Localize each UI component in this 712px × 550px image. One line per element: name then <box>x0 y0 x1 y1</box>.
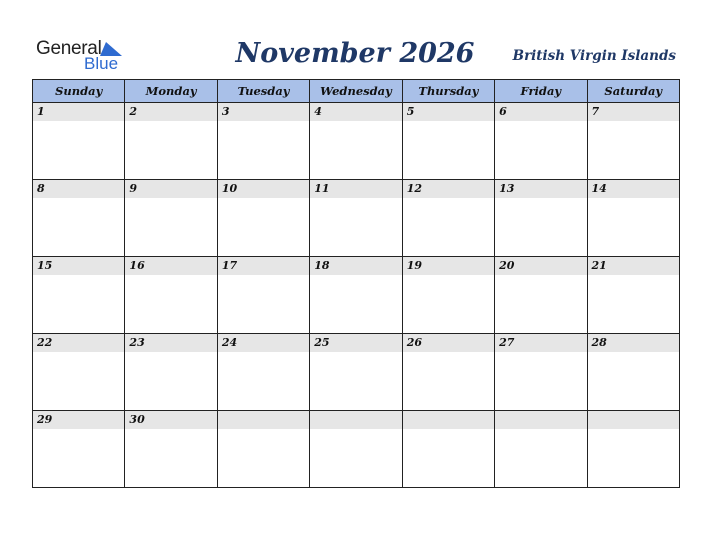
day-number: 29 <box>33 411 124 429</box>
day-number: 24 <box>218 334 309 352</box>
day-number: 19 <box>403 257 494 275</box>
day-number: 17 <box>218 257 309 275</box>
day-number: 22 <box>33 334 124 352</box>
day-number: 8 <box>33 180 124 198</box>
day-cell <box>402 180 494 257</box>
day-number: 14 <box>588 180 679 198</box>
day-number <box>310 411 401 429</box>
day-number: 11 <box>310 180 401 198</box>
weekday-header: Sunday <box>33 80 125 103</box>
day-cell <box>587 257 679 334</box>
day-cell <box>33 257 125 334</box>
day-number <box>495 411 586 429</box>
day-number: 23 <box>125 334 216 352</box>
day-cell <box>402 103 494 180</box>
day-cell <box>217 257 309 334</box>
day-number: 30 <box>125 411 216 429</box>
day-number: 20 <box>495 257 586 275</box>
day-cell <box>217 334 309 411</box>
day-cell <box>217 180 309 257</box>
day-cell <box>402 411 494 488</box>
day-number: 16 <box>125 257 216 275</box>
day-number: 21 <box>588 257 679 275</box>
day-cell <box>310 411 402 488</box>
day-cell <box>310 257 402 334</box>
generalblue-logo <box>36 38 136 74</box>
day-number: 27 <box>495 334 586 352</box>
day-number: 25 <box>310 334 401 352</box>
weekday-header: Saturday <box>587 80 679 103</box>
day-number: 1 <box>33 103 124 121</box>
day-cell <box>33 180 125 257</box>
day-number: 18 <box>310 257 401 275</box>
day-number <box>218 411 309 429</box>
day-cell <box>495 334 587 411</box>
weekday-header: Wednesday <box>310 80 402 103</box>
day-cell <box>402 334 494 411</box>
day-cell <box>33 334 125 411</box>
day-cell <box>587 180 679 257</box>
weekday-header-row <box>33 80 680 103</box>
day-number <box>403 411 494 429</box>
day-number: 6 <box>495 103 586 121</box>
week-row <box>33 103 680 180</box>
weekday-header: Tuesday <box>217 80 309 103</box>
day-number: 2 <box>125 103 216 121</box>
weekday-header: Friday <box>495 80 587 103</box>
weekday-header: Monday <box>125 80 217 103</box>
day-number <box>588 411 679 429</box>
day-cell <box>587 103 679 180</box>
day-cell <box>125 411 217 488</box>
day-cell <box>310 103 402 180</box>
day-number: 4 <box>310 103 401 121</box>
day-cell <box>310 180 402 257</box>
logo-text-general: General <box>36 38 102 59</box>
week-row <box>33 334 680 411</box>
day-number: 3 <box>218 103 309 121</box>
month-calendar <box>32 79 680 488</box>
day-cell <box>587 411 679 488</box>
week-row <box>33 257 680 334</box>
week-row <box>33 411 680 488</box>
day-number: 28 <box>588 334 679 352</box>
day-cell <box>33 411 125 488</box>
day-cell <box>33 103 125 180</box>
day-cell <box>402 257 494 334</box>
day-cell <box>310 334 402 411</box>
day-cell <box>495 103 587 180</box>
day-cell <box>217 103 309 180</box>
week-row <box>33 180 680 257</box>
day-number: 26 <box>403 334 494 352</box>
day-number: 5 <box>403 103 494 121</box>
day-cell <box>495 180 587 257</box>
day-number: 12 <box>403 180 494 198</box>
weekday-header: Thursday <box>402 80 494 103</box>
day-cell <box>125 257 217 334</box>
day-number: 7 <box>588 103 679 121</box>
day-cell <box>587 334 679 411</box>
day-cell <box>217 411 309 488</box>
day-cell <box>125 180 217 257</box>
region-label: British Virgin Islands <box>512 48 676 64</box>
day-cell <box>125 334 217 411</box>
day-number: 13 <box>495 180 586 198</box>
day-number: 10 <box>218 180 309 198</box>
day-number: 9 <box>125 180 216 198</box>
day-cell <box>495 257 587 334</box>
day-number: 15 <box>33 257 124 275</box>
page-title: November 2026 <box>235 38 475 69</box>
logo-text-blue: Blue <box>84 54 119 73</box>
day-cell <box>495 411 587 488</box>
day-cell <box>125 103 217 180</box>
